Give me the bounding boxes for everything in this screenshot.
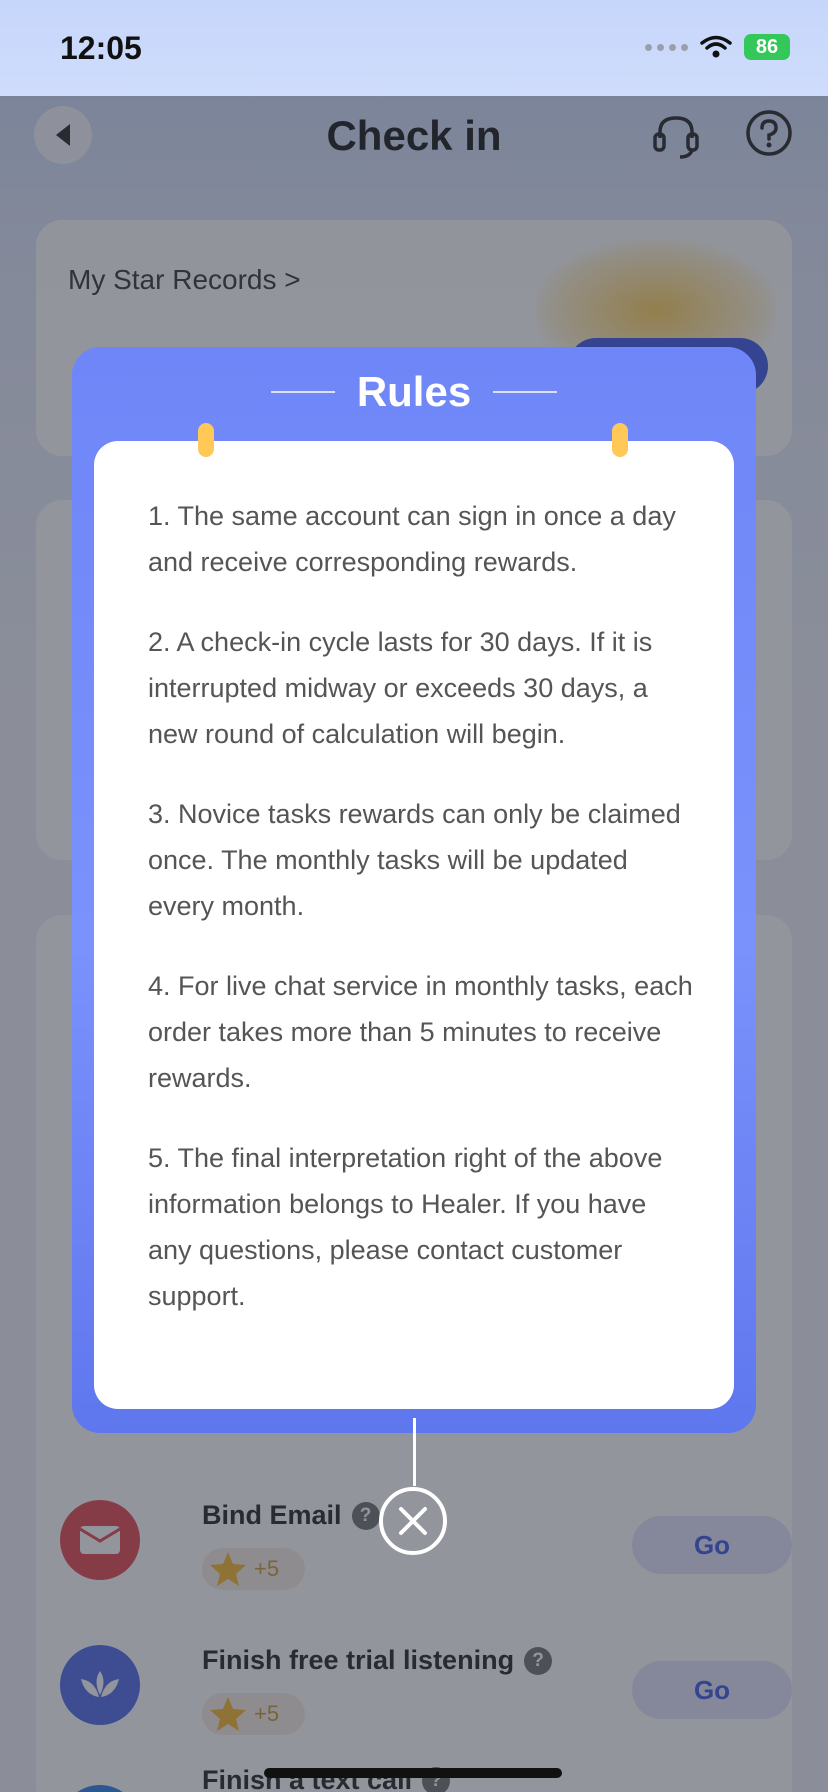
status-bar <box>0 0 828 96</box>
rule-item: 2. A check-in cycle lasts for 30 days. If it is interrupted midway or exceeds 30 days, a new round of calculation will begin. <box>148 627 653 749</box>
rule-item: 4. For live chat service in monthly tasks, each order takes more than 5 minutes to receive rewards. <box>148 971 693 1093</box>
rules-list <box>148 493 694 1353</box>
modal-title: Rules <box>356 368 472 415</box>
rules-modal <box>72 347 756 1433</box>
wifi-icon <box>700 35 732 59</box>
battery-level: 86 <box>755 35 779 58</box>
rule-item: 1. The same account can sign in once a day and receive corresponding rewards. <box>148 501 676 577</box>
rules-content <box>94 441 734 1409</box>
rule-item: 5. The final interpretation right of the above information belongs to Healer. If you have any questions, please contact customer support. <box>148 1143 663 1311</box>
battery-indicator <box>744 34 790 60</box>
status-time: 12:05 <box>60 30 142 66</box>
cellular-signal-icon <box>645 44 688 51</box>
close-connector <box>413 1418 416 1486</box>
title-decoration <box>493 391 557 393</box>
binder-ring <box>198 423 214 457</box>
rule-item: 3. Novice tasks rewards can only be claimed once. The monthly tasks will be updated every month. <box>148 799 681 921</box>
close-icon[interactable] <box>378 1486 448 1556</box>
modal-header <box>72 367 756 417</box>
title-decoration <box>271 391 335 393</box>
status-icons <box>645 34 790 60</box>
home-indicator <box>264 1768 562 1778</box>
binder-ring <box>612 423 628 457</box>
